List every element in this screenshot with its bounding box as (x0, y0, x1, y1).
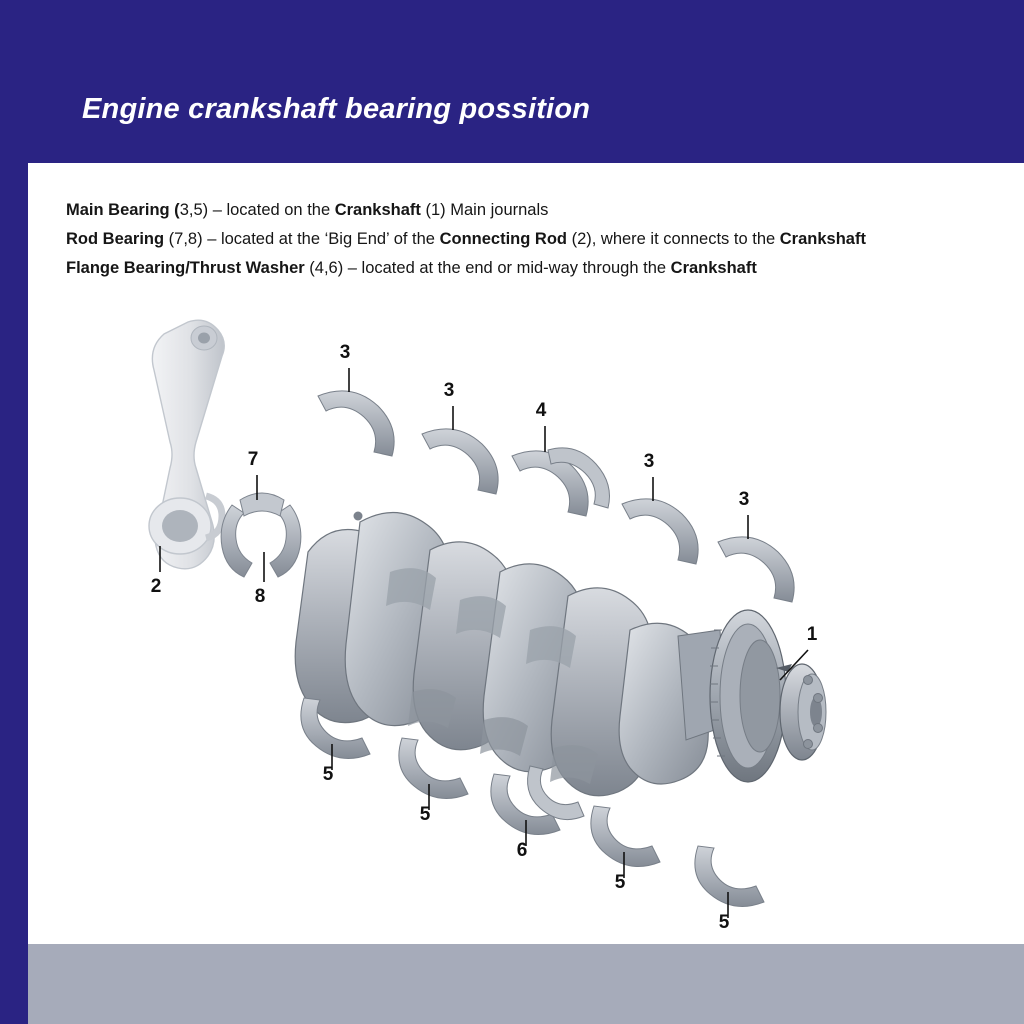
rod-bearing-lower-8 (240, 493, 284, 516)
caption-run: Rod Bearing (66, 230, 165, 248)
callout-6: 6 (516, 840, 528, 861)
callout-8: 8 (254, 586, 266, 607)
thrust-washer-upper-4 (512, 448, 610, 516)
main-bearing-shell-upper-1 (318, 391, 394, 456)
callout-3d: 3 (738, 489, 750, 510)
flywheel-ring-gear (710, 610, 786, 782)
caption-block (66, 196, 1006, 283)
caption-run: (7,8) – located at the ‘Big End’ of the (164, 230, 440, 248)
callout-5b: 5 (419, 804, 431, 825)
callout-7: 7 (247, 449, 259, 470)
caption-run: Main Bearing ( (66, 201, 180, 219)
caption-run: (2), where it connects to the (566, 230, 780, 248)
callout-3a: 3 (339, 342, 351, 363)
caption-run: Crankshaft (334, 201, 421, 219)
caption-run: Crankshaft (779, 230, 866, 248)
caption-run: Flange Bearing/Thrust Washer (66, 259, 305, 277)
footer-accent-rail (0, 944, 28, 1024)
main-bearing-shell-lower-3 (591, 806, 660, 867)
page-title: Engine crankshaft bearing possition (82, 93, 591, 125)
caption-run: Connecting Rod (439, 230, 567, 248)
caption-run: (4,6) – located at the end or mid-way through the (304, 259, 671, 277)
footer-bar (0, 944, 1024, 1024)
main-bearing-shell-upper-3 (622, 499, 698, 564)
main-bearing-shell-upper-4 (718, 537, 794, 602)
main-bearing-shell-upper-2 (422, 429, 498, 494)
callout-2: 2 (150, 576, 162, 597)
main-bearing-shell-lower-4 (695, 846, 764, 907)
callout-3b: 3 (443, 380, 455, 401)
page-header (28, 0, 1024, 163)
callout-4: 4 (535, 400, 547, 421)
connecting-rod-part (149, 320, 224, 569)
callout-3c: 3 (643, 451, 655, 472)
callout-5c: 5 (614, 872, 626, 893)
caption-line-rod-bearing (66, 225, 1006, 254)
left-accent-rail (0, 0, 28, 1024)
rod-bearing-upper-7 (221, 505, 301, 577)
callout-1: 1 (806, 624, 818, 645)
callout-5d: 5 (718, 912, 730, 933)
caption-run: 3,5) – located on the (179, 201, 335, 219)
caption-line-flange-bearing (66, 254, 1006, 283)
crankshaft-exploded-diagram (60, 300, 1000, 940)
caption-run: (1) Main journals (420, 201, 549, 219)
caption-run: Crankshaft (670, 259, 757, 277)
caption-line-main-bearing (66, 196, 1006, 225)
callout-5a: 5 (322, 764, 334, 785)
